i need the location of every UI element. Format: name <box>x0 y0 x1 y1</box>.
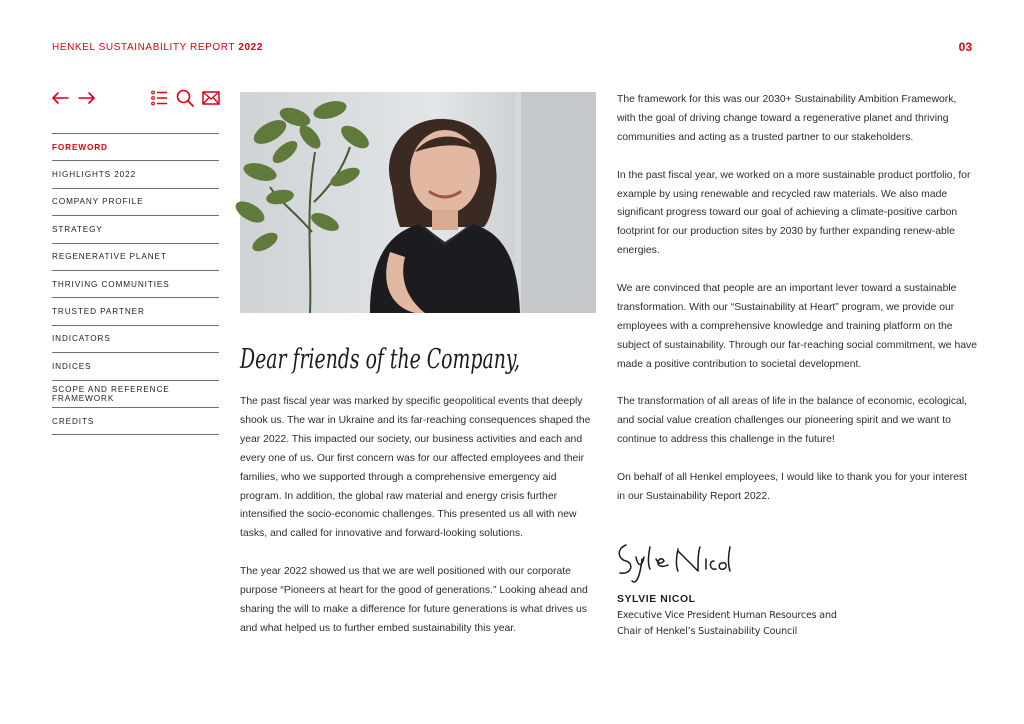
paragraph-1: The past fiscal year was marked by specific geopolitical events that deeply shook us. The war in Ukraine and its far-reaching consequences shaped the year 2022. This impacted our society, our business activities and each and every one of us. Our first concern was for our affected employees and their families, who we supported through a comprehensive emergency aid program. In addition, the global raw material and energy crisis further intensified the socio-economic challenges. This presented us all with new tasks, and called for innovative and forward-looking solutions. <box>240 396 591 540</box>
nav-item-credits[interactable]: CREDITS <box>52 407 219 434</box>
paragraph-2: The year 2022 showed us that we are well positioned with our corporate purpose “Pioneers at heart for the good of generations.” Looking ahead and sharing the will to make a difference for future generations is what drives us and what helped us to further embed sustainability this year. <box>240 566 588 634</box>
nav-item-company-profile[interactable]: COMPANY PROFILE <box>52 188 219 215</box>
forward-arrow-icon[interactable] <box>77 88 97 108</box>
left-column <box>240 393 598 658</box>
nav-divider <box>52 434 219 435</box>
signature <box>612 537 732 589</box>
back-arrow-icon[interactable] <box>50 88 70 108</box>
nav-item-indicators[interactable]: INDICATORS <box>52 325 219 352</box>
page-number: 03 <box>958 40 972 54</box>
report-title <box>52 42 263 53</box>
signer-title <box>617 608 837 639</box>
portrait-photo <box>240 92 596 313</box>
paragraph-5: We are convinced that people are an important lever toward a sustainable transformation. With our “Sustainability at Heart” program, we provide our employees with a comprehensive knowledge and training platform on the subject of sustainability. Through our far-reaching social commitment, we have made a positive contribution to societal development. <box>617 283 977 370</box>
salutation <box>238 335 598 385</box>
nav-item-foreword[interactable]: FOREWORD <box>52 133 219 160</box>
nav-item-indices[interactable]: INDICES <box>52 352 219 379</box>
paragraph-4: In the past fiscal year, we worked on a more sustainable product portfolio, for example by using renewable and recycled raw materials. We also made significant progress toward our goal of achieving a climate-positive carbon footprint for our production sites by 2030 by further expanding renew-able energies. <box>617 169 971 257</box>
report-title-text: HENKEL SUSTAINABILITY REPORT <box>52 42 235 53</box>
nav-item-regenerative-planet[interactable]: REGENERATIVE PLANET <box>52 243 219 270</box>
navigation-toolbar <box>50 88 220 110</box>
nav-item-highlights[interactable]: HIGHLIGHTS 2022 <box>52 160 219 187</box>
sidebar-nav <box>52 133 219 435</box>
salutation-text: Dear friends of the Company, <box>239 344 521 375</box>
paragraph-6: The transformation of all areas of life in the balance of economic, ecological, and social value creation challenges our pioneering spirit and we want to continue to address this challenge in the future! <box>617 396 968 446</box>
contents-list-icon[interactable] <box>149 88 169 108</box>
search-icon[interactable] <box>175 88 195 108</box>
paragraph-3: The framework for this was our 2030+ Sustainability Ambition Framework, with the goal of driving change toward a regenerative planet and thriving communities and acting as a trusted partner to our stakeholders. <box>617 94 957 143</box>
nav-item-thriving-communities[interactable]: THRIVING COMMUNITIES <box>52 270 219 297</box>
nav-item-strategy[interactable]: STRATEGY <box>52 215 219 242</box>
signer-title-line-1: Executive Vice President Human Resources and <box>617 610 837 621</box>
signer-title-line-2: Chair of Henkel’s Sustainability Council <box>617 625 798 637</box>
mail-icon[interactable] <box>201 88 221 108</box>
right-column <box>617 91 977 526</box>
nav-item-trusted-partner[interactable]: TRUSTED PARTNER <box>52 297 219 324</box>
paragraph-7: On behalf of all Henkel employees, I would like to thank you for your interest in our Sustainability Report 2022. <box>617 472 968 502</box>
report-title-year: 2022 <box>238 42 264 53</box>
signer-name: SYLVIE NICOL <box>617 594 696 605</box>
nav-item-scope-framework[interactable]: SCOPE AND REFERENCE FRAMEWORK <box>52 380 219 407</box>
